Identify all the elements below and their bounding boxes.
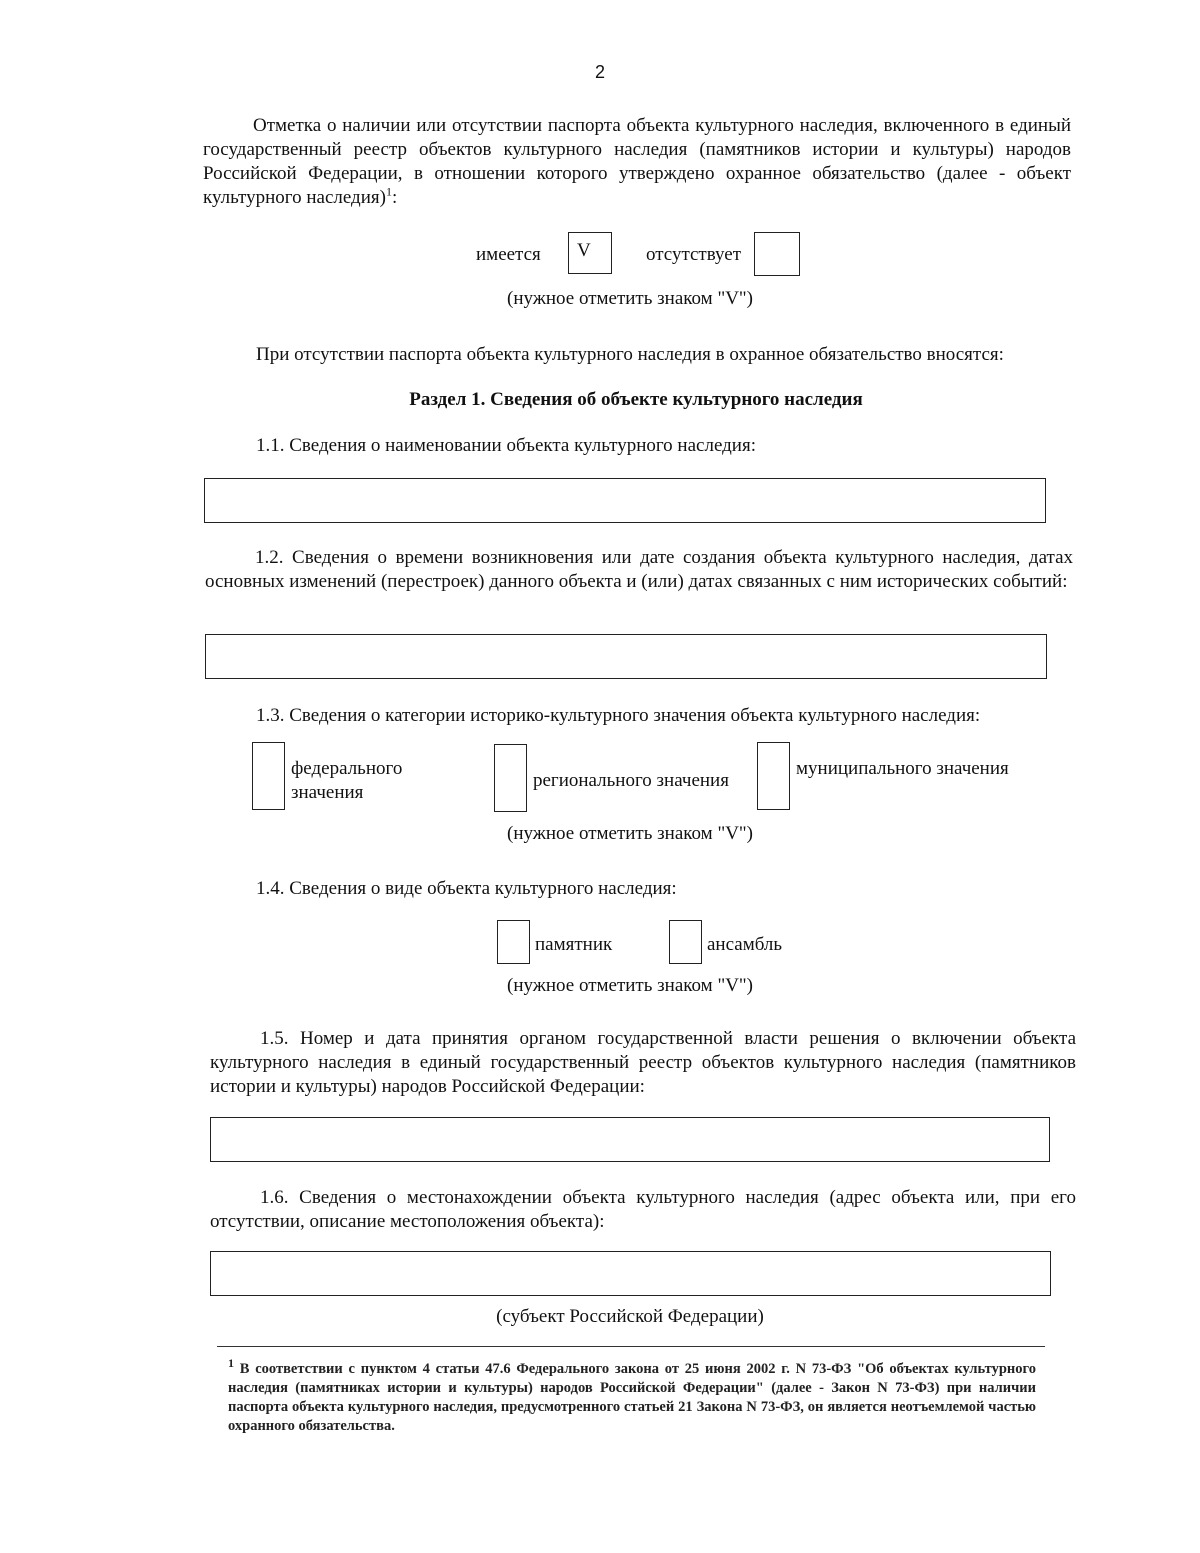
kind-monument-checkbox[interactable] [497,920,530,964]
absence-note: При отсутствии паспорта объекта культурного наследия в охранное обязательство вносятся: [256,344,1004,365]
category-federal-label: федерального значения [291,758,403,803]
kind-monument-label: памятник [535,934,613,955]
category-hint: (нужное отметить знаком "V") [507,823,753,844]
footnote-number: 1 [228,1356,234,1371]
footnote-mark: 1 [385,184,392,199]
item-1-4-label: 1.4. Сведения о виде объекта культурного наследия: [256,878,677,899]
footnote-text: В соответствии с пунктом 4 статьи 47.6 Федерального закона от 25 июня 2002 г. N 73-ФЗ "Об объектах культурного наследия (памятниках истории и культуры) народов Российской Федерации" (далее - Закон N 73-ФЗ) при наличии паспорта объекта культурного наследия, предусмотренного статьей 21 Закона N 73-ФЗ, он является неотъемлемой частью охранного обязательства. [228,1361,1036,1434]
item-1-1-field[interactable] [204,478,1046,523]
footnote [228,1356,1036,1436]
passport-absent-label: отсутствует [646,244,742,265]
item-1-6-field[interactable] [210,1251,1051,1296]
intro-text: Отметка о наличии или отсутствии паспорта объекта культурного наследия, включенного в единый государственный реестр объектов культурного наследия (памятников истории и культуры) народов Российской Федерации, в отношении которого утверждено охранное обязательство (далее - объект культурного наследия) [203,115,1071,208]
passport-hint: (нужное отметить знаком "V") [507,288,753,309]
category-federal-checkbox[interactable] [252,742,285,810]
footnote-divider [217,1346,1045,1347]
category-municipal-label: муниципального значения [796,758,1009,779]
item-1-1-label: 1.1. Сведения о наименовании объекта культурного наследия: [256,435,756,456]
item-1-3-label: 1.3. Сведения о категории историко-культурного значения объекта культурного наследия: [256,705,981,726]
item-1-2-field[interactable] [205,634,1047,679]
category-regional-label: регионального значения [533,770,729,791]
intro-trailing: : [391,187,398,208]
passport-absent-checkbox[interactable] [754,232,800,276]
category-regional-checkbox[interactable] [494,744,527,812]
kind-ensemble-checkbox[interactable] [669,920,702,964]
intro-paragraph [203,114,1071,210]
subject-label: (субъект Российской Федерации) [496,1306,764,1327]
passport-present-label: имеется [476,244,541,265]
category-municipal-checkbox[interactable] [757,742,790,810]
item-1-5-field[interactable] [210,1117,1050,1162]
item-1-2-label: 1.2. Сведения о времени возникновения или дате создания объекта культурного наследия, датах основных изменений (перестроек) данного объекта и (или) датах связанных с ним исторических событий: [205,547,1073,592]
kind-hint: (нужное отметить знаком "V") [507,975,753,996]
item-1-5-label: 1.5. Номер и дата принятия органом государственной власти решения о включении объекта культурного наследия в единый государственный реестр объектов культурного наследия (памятников истории и культуры) народов Российской Федерации: [210,1028,1076,1097]
passport-present-checkbox[interactable]: V [568,232,612,274]
item-1-6-label: 1.6. Сведения о местонахождении объекта культурного наследия (адрес объекта или, при его отсутствии, описание местоположения объекта): [210,1187,1076,1232]
page-number: 2 [594,62,605,82]
section-title: Раздел 1. Сведения об объекте культурного наследия [409,389,863,410]
kind-ensemble-label: ансамбль [707,934,783,955]
